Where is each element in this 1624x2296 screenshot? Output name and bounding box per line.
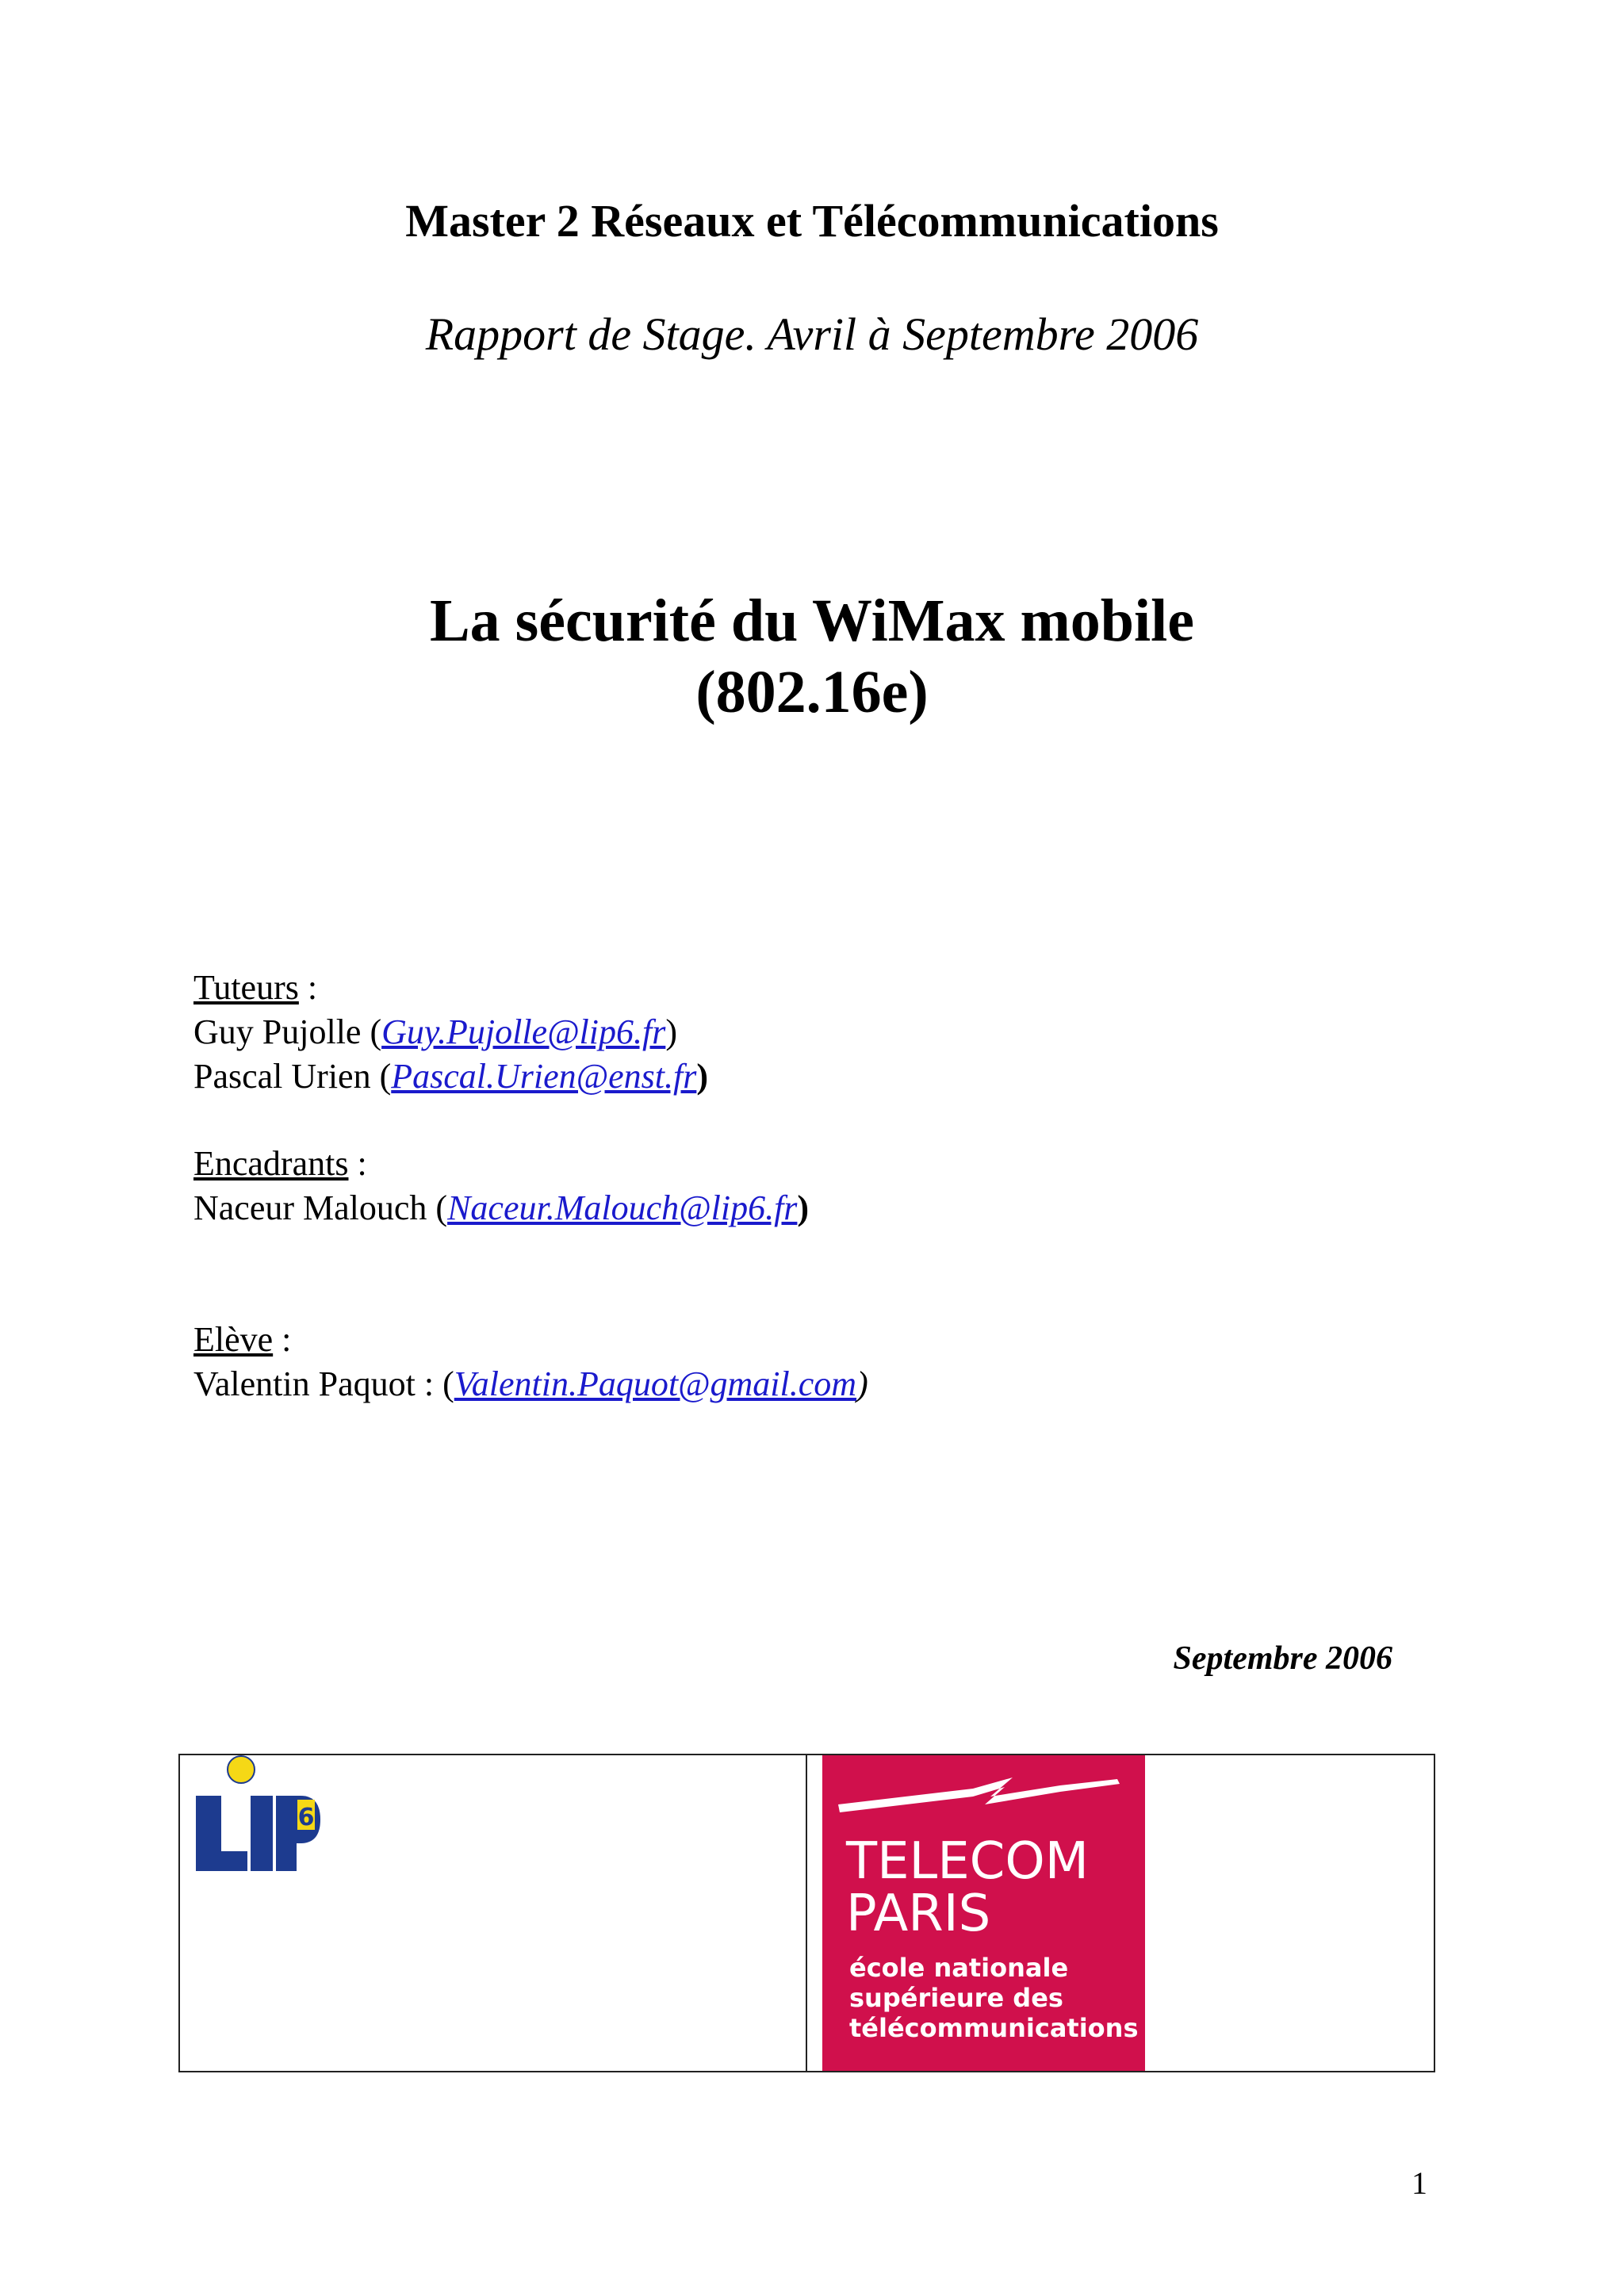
document-title-line1: La sécurité du WiMax mobile (429, 587, 1195, 654)
logo-table-divider (806, 1754, 807, 2072)
tuteurs-section (193, 966, 708, 1099)
tuteurs-heading: Tuteurs : (193, 968, 318, 1007)
program-title: Master 2 Réseaux et Télécommunications (405, 195, 1219, 247)
encadrants-section (193, 1142, 809, 1230)
telecom-logo-line1: TELECOM (846, 1832, 1089, 1891)
encadrant-name: Naceur Malouch (193, 1188, 427, 1227)
encadrant-email-link[interactable]: Naceur.Malouch@lip6.fr (447, 1188, 798, 1227)
encadrants-label: Encadrants (193, 1144, 349, 1183)
tuteur-name: Guy Pujolle (193, 1012, 362, 1051)
tuteur-name: Pascal Urien (193, 1057, 371, 1096)
tuteur-email-link[interactable]: Guy.Pujolle@lip6.fr (381, 1012, 666, 1051)
telecom-logo-line2: PARIS (846, 1885, 991, 1943)
lip6-logo-number: 6 (297, 1804, 315, 1831)
tuteur-row: Pascal Urien (Pascal.Urien@enst.fr) (193, 1057, 709, 1096)
document-date: Septembre 2006 (1173, 1640, 1392, 1677)
report-subtitle: Rapport de Stage. Avril à Septembre 2006 (425, 308, 1199, 360)
telecom-paris-logo (822, 1755, 1145, 2071)
eleve-email-link[interactable]: Valentin.Paquot@gmail.com (454, 1364, 857, 1403)
page-number: 1 (1411, 2165, 1427, 2201)
eleve-name: Valentin Paquot : (193, 1364, 435, 1403)
telecom-logo-line4: supérieure des (849, 1983, 1063, 2013)
encadrants-heading: Encadrants : (193, 1144, 367, 1183)
tuteurs-label: Tuteurs (193, 968, 299, 1007)
tuteur-email-link[interactable]: Pascal.Urien@enst.fr (391, 1057, 697, 1096)
tuteur-row: Guy Pujolle (Guy.Pujolle@lip6.fr) (193, 1012, 677, 1051)
encadrant-row: Naceur Malouch (Naceur.Malouch@lip6.fr) (193, 1188, 810, 1227)
eleve-heading: Elève : (193, 1320, 292, 1359)
eleve-row: Valentin Paquot : (Valentin.Paquot@gmail.com) (193, 1364, 868, 1403)
eleve-label: Elève (193, 1320, 274, 1359)
eleve-section (193, 1318, 868, 1406)
lip6-logo (193, 1752, 328, 1879)
telecom-logo-line5: télécommunications (849, 2013, 1139, 2043)
telecom-logo-line3: école nationale (849, 1953, 1069, 1983)
document-title-line2: (802.16e) (695, 659, 929, 725)
